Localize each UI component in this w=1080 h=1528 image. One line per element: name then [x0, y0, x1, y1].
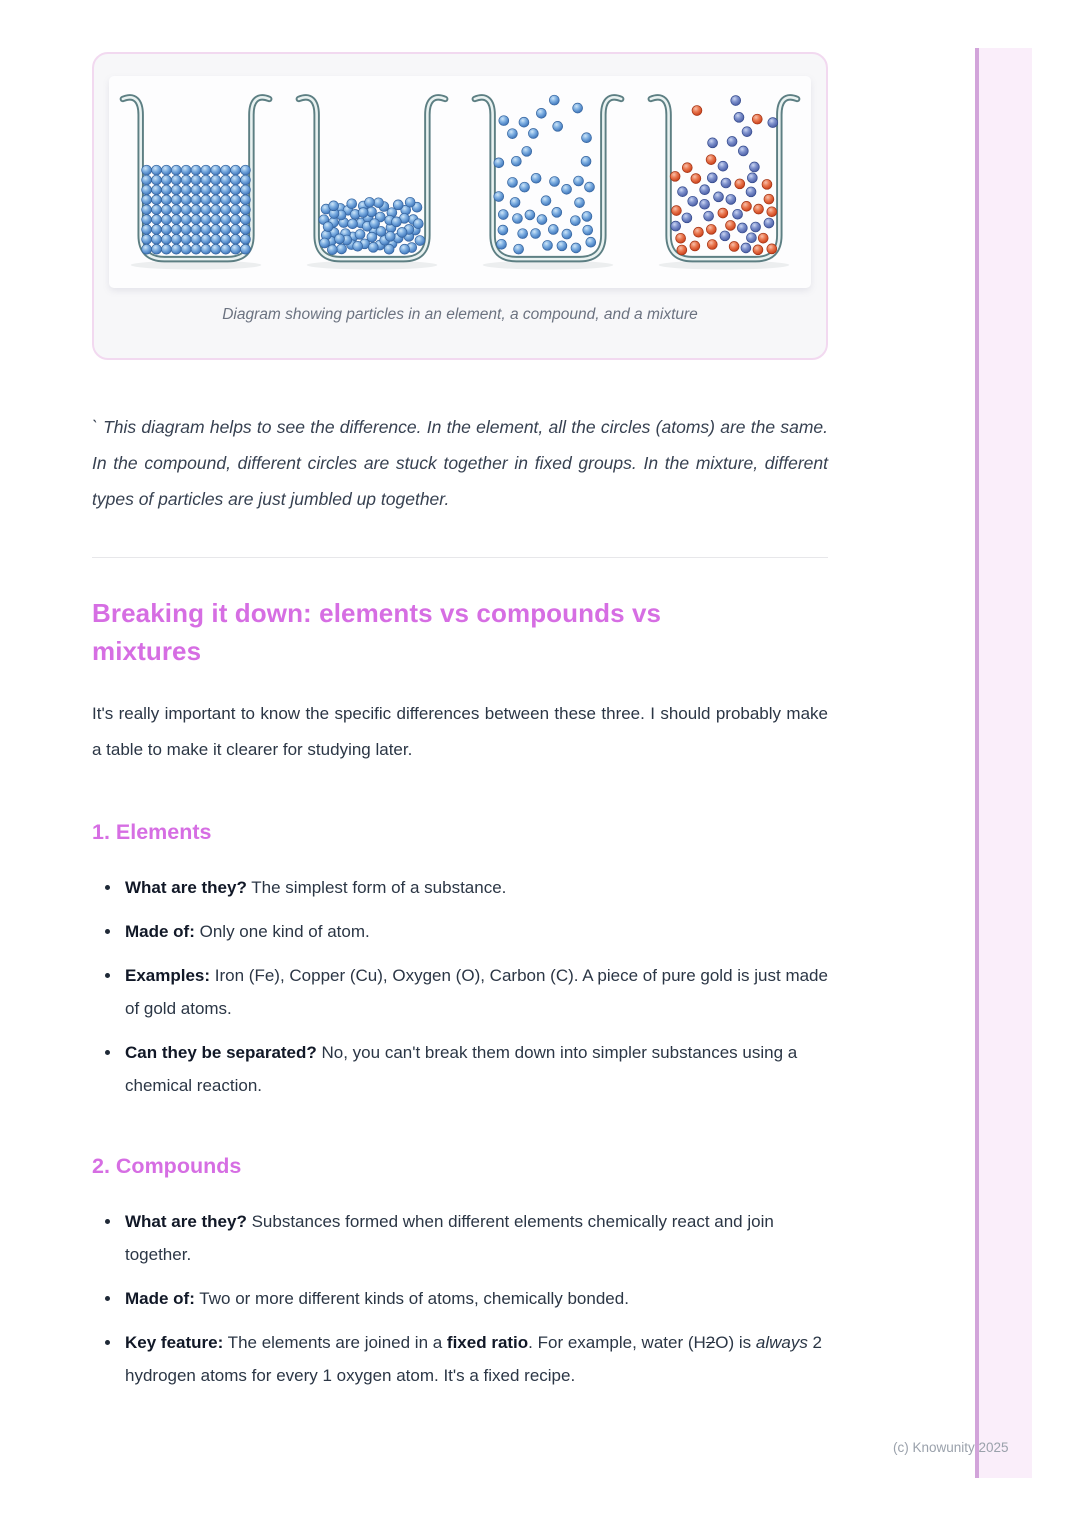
- diagram-panel: [109, 76, 811, 288]
- list-item: Examples: Iron (Fe), Copper (Cu), Oxygen (O), Carbon (C). A piece of pure gold is just made of gold atoms.: [92, 959, 828, 1025]
- copyright-footer: (c) Knowunity 2025: [893, 1440, 1009, 1455]
- list-item: What are they? Substances formed when different elements chemically react and join together.: [92, 1205, 828, 1271]
- beaker-element-gas-scattered: [475, 95, 621, 269]
- diagram-caption: Diagram showing particles in an element, a compound, and a mixture: [222, 306, 698, 323]
- section-compounds: [92, 1154, 828, 1392]
- note-paragraph: ` This diagram helps to see the difference. In the element, all the circles (atoms) are the same. In the compound, different circles are stuck together in fixed groups. In the mixture, different types of particles are just jumbled up together.: [92, 417, 828, 509]
- intro-paragraph: It's really important to know the specific differences between these three. I should probably make a table to make it clearer for studying later.: [92, 704, 828, 759]
- elements-heading: 1. Elements: [92, 820, 212, 844]
- list-item: Key feature: The elements are joined in a fixed ratio. For example, water (H2O) is always 2 hydrogen atoms for every 1 oxygen atom. It's a fixed recipe.: [92, 1326, 828, 1392]
- compounds-bullet-list: [92, 1205, 828, 1392]
- divider: [92, 557, 828, 558]
- main-heading: Breaking it down: elements vs compounds vs mixtures: [92, 598, 662, 666]
- compounds-heading: 2. Compounds: [92, 1154, 242, 1178]
- right-margin-strip: [975, 48, 1032, 1478]
- beakers-diagram: [113, 85, 807, 279]
- diagram-card: [92, 52, 828, 360]
- list-item: What are they? The simplest form of a substance.: [92, 871, 828, 904]
- beaker-mixture-two-particle-types: [651, 96, 797, 270]
- elements-bullet-list: [92, 871, 828, 1102]
- section-elements: [92, 820, 828, 1102]
- page-content: [92, 52, 828, 1403]
- list-item: Made of: Two or more different kinds of atoms, chemically bonded.: [92, 1282, 828, 1315]
- list-item: Can they be separated? No, you can't break them down into simpler substances using a chemical reaction.: [92, 1036, 828, 1102]
- beaker-element-solid-lattice: [123, 97, 269, 269]
- beaker-element-liquid-clustered: [299, 97, 445, 269]
- list-item: Made of: Only one kind of atom.: [92, 915, 828, 948]
